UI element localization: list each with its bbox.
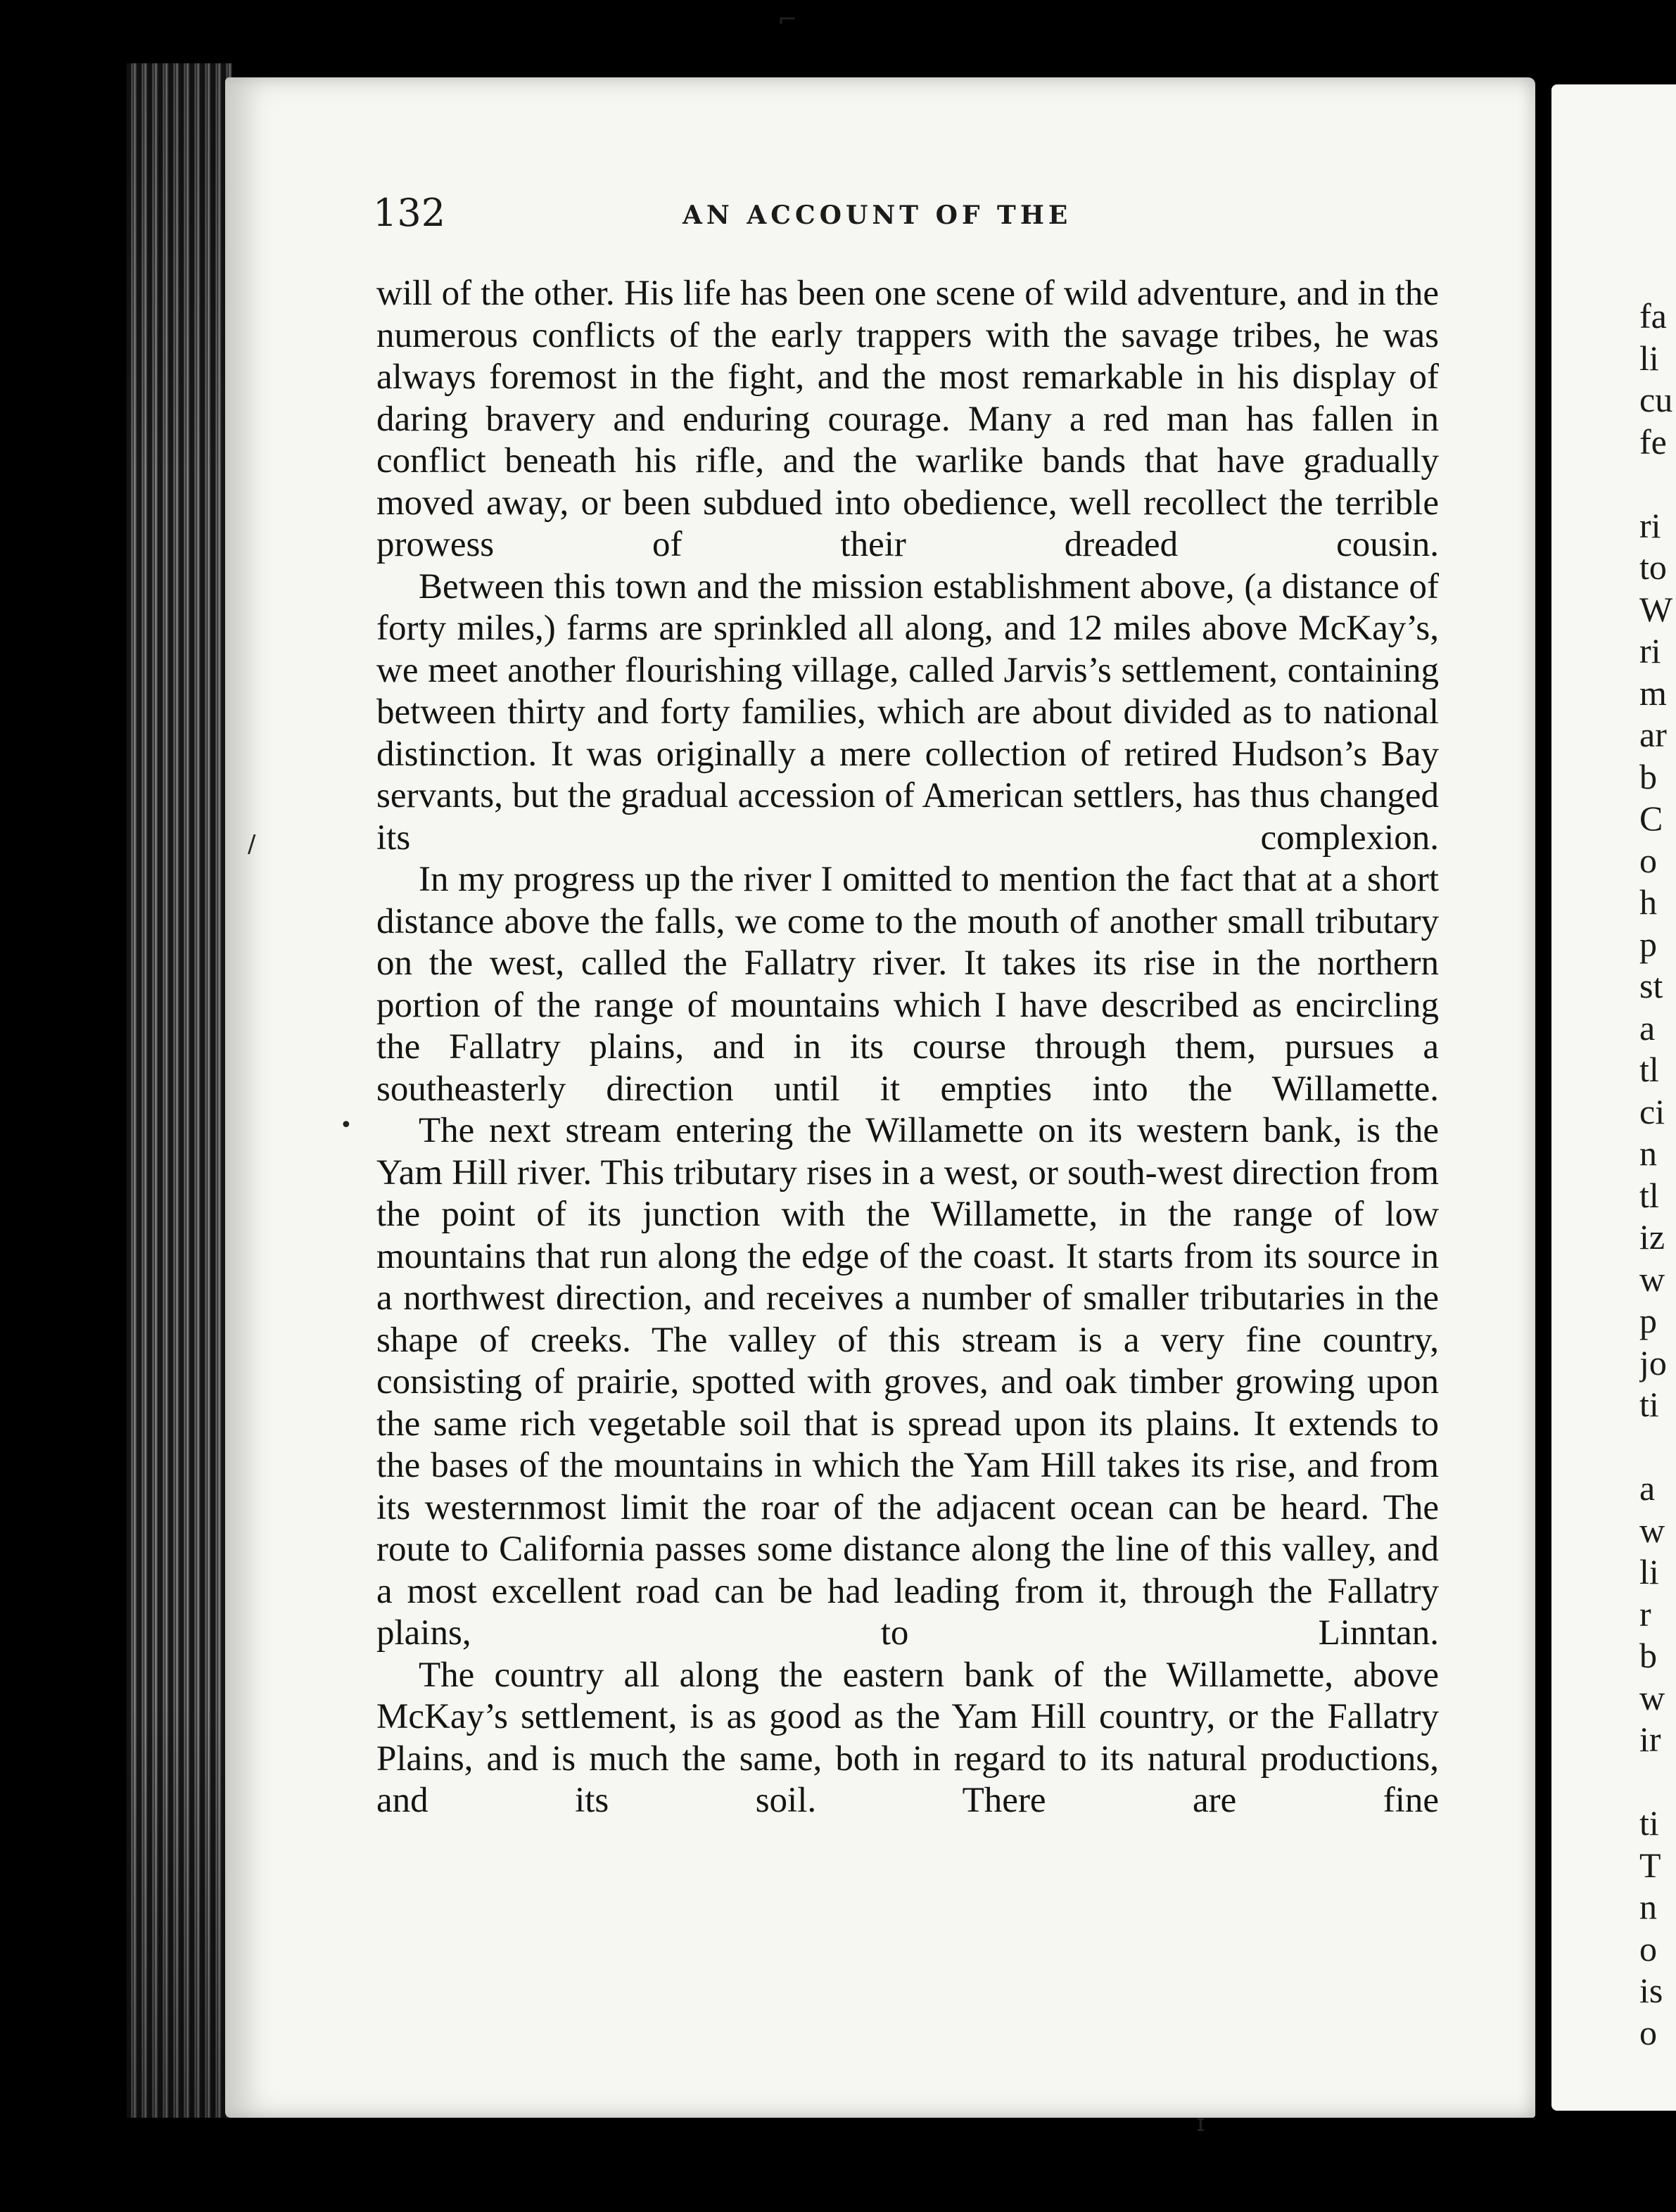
paragraph: Between this town and the mission establishment above, (a distance of forty miles,) farms are sprinkled all along, and 12 miles above McKay’s, we meet another flourishing village, called Jarvis’s settlement, containing between thirty and forty families, which are about divided as to national distinction. It was originally a mere collection of retired Hudson’s Bay servants, but the gradual accession of American settlers, has thus changed its complexion. <box>376 566 1439 858</box>
paragraph: will of the other. His life has been one scene of wild adventure, and in the numerous conflicts of the early trappers with the savage tribes, he was always foremost in the fight, and the most remarkable in his display of daring bravery and enduring courage. Many a red man has fallen in conflict beneath his rifle, and the warlike bands that have gradually moved away, or been subdued into obedience, well recollect the terrible prowess of their dreaded cousin. <box>376 274 1439 564</box>
facing-page-fragment: ri <box>1639 505 1661 545</box>
facing-page-fragment: w <box>1639 1259 1665 1299</box>
facing-page-fragment: r <box>1639 1594 1651 1634</box>
facing-page-fragment: li <box>1639 1552 1659 1591</box>
facing-page-fragment: n <box>1639 1887 1657 1926</box>
facing-page-fragment <box>1639 1426 1676 1468</box>
facing-page-fragment: ri <box>1639 631 1661 670</box>
book-page-edges <box>127 63 232 2118</box>
paragraph: The country all along the eastern bank of the Willamette, above McKay’s settlement, is as good as the Yam Hill country, or the Fallatry Plains, and is much the same, both in regard to its natural productions, and its soil. There are fine <box>376 1655 1439 1820</box>
facing-page-fragment: p <box>1639 1301 1657 1340</box>
facing-page-fragment: W <box>1639 589 1673 629</box>
facing-page-text-fragments <box>1639 295 1676 2054</box>
facing-page-fragment: T <box>1639 1845 1661 1885</box>
body-text <box>376 273 1439 1822</box>
facing-page-fragment: cu <box>1639 380 1673 419</box>
facing-page-fragment: m <box>1639 673 1667 713</box>
facing-page-fragment: o <box>1639 2012 1657 2052</box>
facing-page-fragment: b <box>1639 1636 1657 1675</box>
facing-page-fragment: n <box>1639 1133 1657 1173</box>
facing-page-fragment: h <box>1639 882 1657 922</box>
paragraph: In my progress up the river I omitted to mention the fact that at a short distance above the falls, we come to the mouth of another small tributary on the west, called the Fallatry river. It takes its rise in the northern portion of the range of mountains which I have described as encircling the Fallatry plains, and in its course through them, pursues a southeasterly direction until it empties into the Willamette. <box>376 860 1439 1109</box>
facing-page-fragment: ar <box>1639 715 1667 754</box>
facing-page-fragment: p <box>1639 924 1657 964</box>
page-number: 132 <box>373 191 446 235</box>
running-head: AN ACCOUNT OF THE <box>683 201 1072 230</box>
facing-page-fragment: iz <box>1639 1217 1665 1257</box>
facing-page-fragment: fa <box>1639 296 1667 336</box>
scan-speck: ⌐ <box>777 6 798 34</box>
scan-speck: • <box>340 1113 353 1138</box>
facing-page-fragment: C <box>1639 799 1663 838</box>
facing-page-fragment: b <box>1639 756 1657 796</box>
page-header <box>373 189 1449 238</box>
facing-page-fragment: w <box>1639 1510 1665 1550</box>
facing-page-fragment <box>1639 1761 1676 1803</box>
facing-page-fragment: a <box>1639 1008 1656 1048</box>
facing-page-fragment: jo <box>1639 1342 1667 1382</box>
facing-page-fragment: tl <box>1639 1175 1659 1215</box>
facing-page-fragment: o <box>1639 840 1657 880</box>
facing-page-fragment: ti <box>1639 1385 1659 1424</box>
facing-page-fragment: o <box>1639 1928 1657 1969</box>
scan-speck: ɪ <box>1196 2109 1205 2137</box>
facing-page-fragment: a <box>1639 1468 1656 1508</box>
facing-page-fragment: ci <box>1639 1091 1665 1131</box>
facing-page-fragment: w <box>1639 1677 1665 1717</box>
facing-page-fragment: li <box>1639 338 1659 378</box>
facing-page-fragment: tl <box>1639 1050 1659 1089</box>
facing-page-fragment <box>1639 463 1676 505</box>
facing-page-fragment: ti <box>1639 1803 1659 1843</box>
facing-page-fragment: st <box>1639 966 1663 1005</box>
facing-page-fragment: ir <box>1639 1720 1661 1759</box>
facing-page-fragment: is <box>1639 1971 1663 2010</box>
scan-speck: / <box>248 830 256 858</box>
facing-page-fragment: to <box>1639 547 1667 587</box>
facing-page-fragment: fe <box>1639 421 1667 462</box>
paragraph: The next stream entering the Willamette on its western bank, is the Yam Hill river. This tributary rises in a west, or south-west direction from the point of its junction with the Willamette, in the range of low mountains that run along the edge of the coast. It starts from its source in a northwest direction, and receives a number of smaller tributaries in the shape of creeks. The valley of this stream is a very fine country, consisting of prairie, spotted with groves, and oak timber growing upon the same rich vegetable soil that is spread upon its plains. It extends to the bases of the mountains in which the Yam Hill takes its rise, and from its westernmost limit the roar of the adjacent ocean can be heard. The route to California passes some distance along the line of this valley, and a most excellent road can be had leading from it, through the Fallatry plains, to Linntan. <box>376 1111 1439 1653</box>
